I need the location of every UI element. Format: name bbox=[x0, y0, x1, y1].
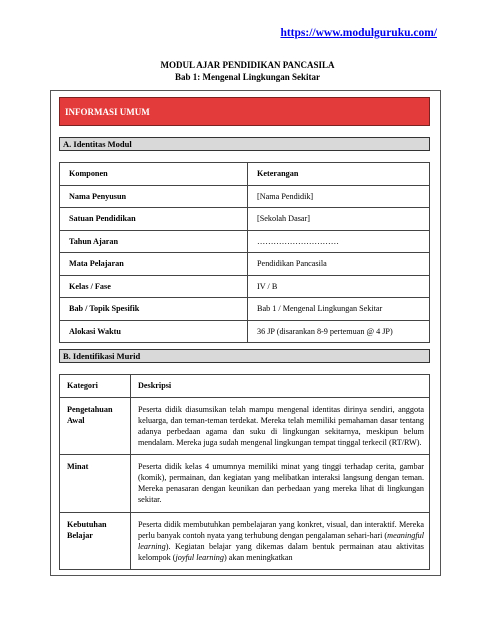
website-link[interactable]: https://www.modulguruku.com/ bbox=[280, 27, 437, 39]
row-value: 36 JP (disarankan 8-9 pertemuan @ 4 JP) bbox=[248, 320, 430, 343]
table-row bbox=[60, 208, 430, 231]
table-row bbox=[60, 398, 430, 455]
row-value: [Sekolah Dasar] bbox=[248, 208, 430, 231]
row-value: IV / B bbox=[248, 275, 430, 298]
document-title: MODUL AJAR PENDIDIKAN PANCASILA bbox=[160, 60, 335, 70]
desc-text: ). Kegiatan belajar yang dikemas dalam bentuk permainan atau aktivitas kelompok ( bbox=[138, 541, 424, 562]
column-header-deskripsi: Deskripsi bbox=[131, 375, 430, 398]
table-row bbox=[60, 253, 430, 276]
table-row bbox=[60, 185, 430, 208]
row-label: Tahun Ajaran bbox=[60, 230, 248, 253]
table-row bbox=[60, 230, 430, 253]
row-label: Mata Pelajaran bbox=[60, 253, 248, 276]
row-label: Minat bbox=[60, 455, 131, 512]
identitas-table bbox=[59, 162, 430, 343]
info-banner: INFORMASI UMUM bbox=[59, 97, 430, 126]
row-label: Kebutuhan Belajar bbox=[60, 512, 131, 569]
row-description bbox=[131, 512, 430, 569]
row-label: Pengetahuan Awal bbox=[60, 398, 131, 455]
desc-text: ) akan meningkatkan bbox=[223, 552, 293, 562]
table-row bbox=[60, 512, 430, 569]
table-row bbox=[60, 275, 430, 298]
row-value: [Nama Pendidik] bbox=[248, 185, 430, 208]
row-label: Nama Penyusun bbox=[60, 185, 248, 208]
column-header-komponen: Komponen bbox=[60, 163, 248, 186]
row-label: Bab / Topik Spesifik bbox=[60, 298, 248, 321]
table-header-row bbox=[60, 163, 430, 186]
desc-text: Peserta didik membutuhkan pembelajaran yang konkret, visual, dan interaktif. Mereka perlu banyak contoh nyata yang terhubung dengan pengalaman sehari-hari ( bbox=[138, 519, 424, 540]
table-row bbox=[60, 298, 430, 321]
column-header-kategori: Kategori bbox=[60, 375, 131, 398]
section-heading-identitas: A. Identitas Modul bbox=[59, 137, 430, 151]
row-value: Pendidikan Pancasila bbox=[248, 253, 430, 276]
row-description: Peserta didik kelas 4 umumnya memiliki minat yang tinggi terhadap cerita, gambar (komik), permainan, dan kegiatan yang melibatkan interaksi langsung dengan teman. Mereka penasaran dengan keunikan dan perbedaan yang mereka lihat di lingkungan sekitar. bbox=[131, 455, 430, 512]
row-label: Satuan Pendidikan bbox=[60, 208, 248, 231]
row-value: ………………………… bbox=[248, 230, 430, 253]
identifikasi-table bbox=[59, 374, 430, 570]
desc-emphasis: joyful learning bbox=[175, 552, 224, 562]
document-frame bbox=[50, 90, 441, 576]
row-description: Peserta didik diasumsikan telah mampu mengenal identitas dirinya sendiri, anggota keluarga, dan teman-teman terdekat. Mereka telah memiliki pemahaman dasar tentang adanya perbedaan agama dan suku di lingkungan sekitarnya, meskipun belum mendalam. Mereka juga sudah mengenal lingkungan tempat tinggal terkecil (RT/RW). bbox=[131, 398, 430, 455]
table-row bbox=[60, 320, 430, 343]
desc-emphasis: meaningful learning bbox=[138, 530, 424, 551]
row-label: Kelas / Fase bbox=[60, 275, 248, 298]
table-row bbox=[60, 455, 430, 512]
document-subtitle: Bab 1: Mengenal Lingkungan Sekitar bbox=[174, 72, 321, 82]
row-label: Alokasi Waktu bbox=[60, 320, 248, 343]
column-header-keterangan: Keterangan bbox=[248, 163, 430, 186]
table-header-row bbox=[60, 375, 430, 398]
row-value: Bab 1 / Mengenal Lingkungan Sekitar bbox=[248, 298, 430, 321]
section-heading-identifikasi: B. Identifikasi Murid bbox=[59, 349, 430, 363]
